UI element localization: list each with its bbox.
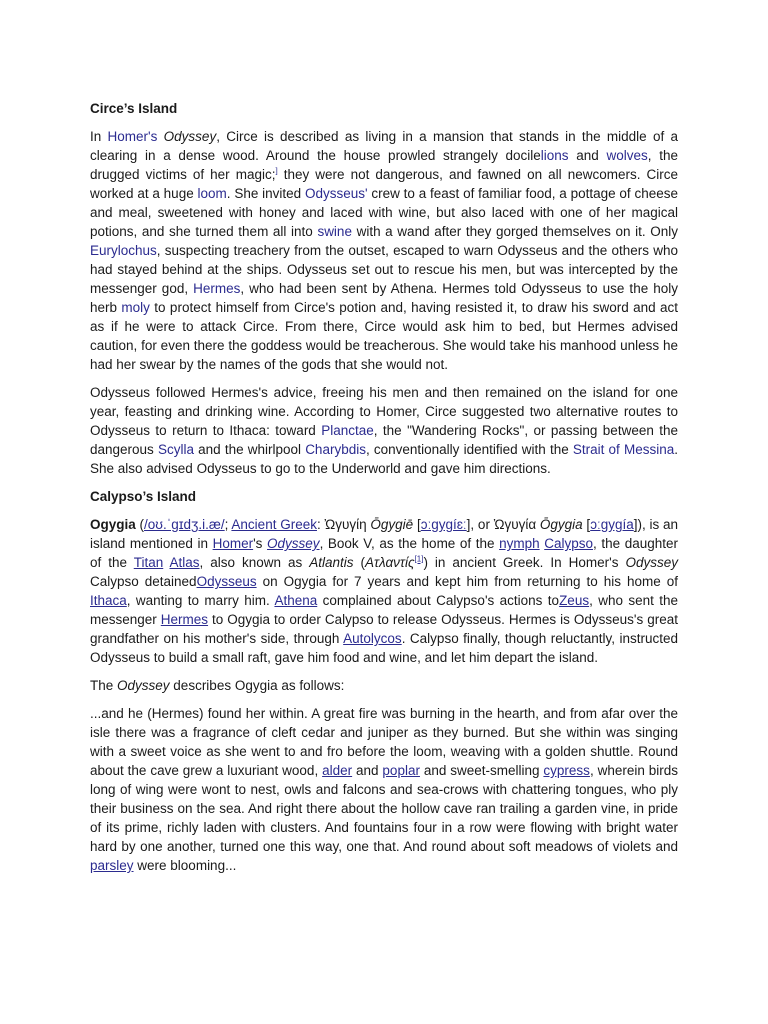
text: , the drugged victims of her magic; <box>90 148 678 182</box>
text: and sweet-smelling <box>419 763 544 778</box>
text: 's <box>253 536 268 551</box>
text: . She invited <box>226 186 305 201</box>
text: , the daughter of the <box>90 536 678 570</box>
bold-ogygia: Ogygia <box>90 517 136 532</box>
text: , Book V, as the home of the <box>319 536 500 551</box>
paragraph-calypso-quote <box>90 704 678 875</box>
italic-ogygia: Ōgygia <box>539 517 583 532</box>
text: , suspecting treachery from the outset, escaped to warn Odysseus and the others who had stayed behind at the ships. Odysseus set out to rescue his men, but was intercepted by the messenger god, <box>90 243 678 296</box>
text: , conventionally identified with the <box>365 442 573 457</box>
link-charybdis[interactable]: Charybdis <box>305 442 366 457</box>
text: Calypso detained <box>90 574 197 589</box>
text: were blooming... <box>133 858 237 873</box>
text: on Ogygia for 7 years and kept him from returning to his home of <box>256 574 678 589</box>
link-swine[interactable]: swine <box>317 224 352 239</box>
link-wolves[interactable]: wolves <box>606 148 648 163</box>
text: ( <box>353 555 365 570</box>
text: to Ogygia to order Calypso to release Odysseus. Hermes is Odysseus's great grandfather on his mother's side, through <box>90 612 678 646</box>
link-strait-of-messina[interactable]: Strait of Messina <box>572 442 675 457</box>
link-alder[interactable]: alder <box>322 763 353 778</box>
text: ( <box>135 517 145 532</box>
text: : Ὠγυγίη <box>316 517 371 532</box>
text: The <box>90 678 118 693</box>
link-eurylochus[interactable]: Eurylochus <box>90 243 157 258</box>
link-homer[interactable]: Homer's <box>107 129 158 144</box>
link-homer[interactable]: Homer <box>212 536 254 551</box>
text: and the whirlpool <box>193 442 306 457</box>
text: . Calypso finally, though reluctantly, instructed Odysseus to build a small raft, gave him food and wine, and let him depart the island. <box>90 631 679 665</box>
italic-odyssey: Odyssey <box>163 129 217 144</box>
text: In <box>90 129 108 144</box>
text: with a wand after they gorged themselves on it. Only <box>351 224 678 239</box>
italic-atlantis: Atlantis <box>309 555 354 570</box>
text: Odysseus followed Hermes's advice, freeing his men and then remained on the island for one year, feasting and drinking wine. According to Homer, Circe suggested two alternative routes to Odysseus to return to Ithaca: toward <box>90 385 678 438</box>
footnote-ref[interactable]: [1] <box>414 554 424 564</box>
text: describes Ogygia as follows: <box>169 678 345 693</box>
text: ) in ancient Greek. In Homer's <box>423 555 626 570</box>
text: , the "Wandering Rocks", or passing between the dangerous <box>90 423 679 457</box>
link-calypso[interactable]: Calypso <box>544 536 594 551</box>
link-planctae[interactable]: Planctae <box>321 423 374 438</box>
text: ...and he (Hermes) found her within. A great fire was burning in the hearth, and from afar over the isle there was a fragrance of cleft cedar and juniper as they burned. But she within was singing with a sweet voice as she went to and fro before the loom, weaving with a golden shuttle. Round about the cave grew a luxuriant wood, <box>90 706 678 778</box>
link-poplar[interactable]: poplar <box>382 763 420 778</box>
link-hermes[interactable]: Hermes <box>193 281 241 296</box>
text: complained about Calypso's actions to <box>317 593 560 608</box>
link-lions[interactable]: lions <box>540 148 569 163</box>
link-ipa-ogygie[interactable]: ɔːɡyɡíɛː <box>420 517 467 532</box>
link-odyssey[interactable]: Odyssey <box>267 536 320 551</box>
italic-ogygie: Ōgygiē <box>370 517 414 532</box>
link-ipa-ogygia[interactable]: ɔːɡyɡía <box>590 517 634 532</box>
text: , wherein birds long of wing were wont to nest, owls and falcons and sea-crows with chattering tongues, who ply their business on the sea. And right there about the hollow cave ran trailing a garden vine, in pride of its prime, richly laden with clusters. And fountains four in a row were flowing with bright water hard by one another, turned one this way, one that. And round about soft meadows of violets and <box>90 763 678 854</box>
section-heading-calypso: Calypso’s Island <box>90 489 197 504</box>
link-zeus[interactable]: Zeus <box>559 593 590 608</box>
link-parsley[interactable]: parsley <box>90 858 134 873</box>
text: ]), is an island mentioned in <box>90 517 678 551</box>
italic-odyssey: Odyssey <box>117 678 170 693</box>
text: , wanting to marry him. <box>126 593 275 608</box>
text: crew to a feast of familiar food, a pottage of cheese and meal, sweetened with honey and laced with wine, but also laced with one of her magical potions, and she turned them all into <box>90 186 679 239</box>
link-atlas[interactable]: Atlas <box>169 555 200 570</box>
italic-atlantis-greek: Ατλαντίς <box>364 555 415 570</box>
section-heading-circe: Circe’s Island <box>90 101 178 116</box>
link-autolycos[interactable]: Autolycos <box>343 631 402 646</box>
link-moly[interactable]: moly <box>121 300 150 315</box>
paragraph-calypso-1 <box>90 515 678 667</box>
text: , Circe is described as living in a mansion that stands in the middle of a clearing in a dense wood. Around the house prowled strangely docile <box>90 129 678 163</box>
link-odysseus[interactable]: Odysseus <box>196 574 257 589</box>
paragraph-circe-2 <box>90 383 678 478</box>
link-hermes[interactable]: Hermes <box>160 612 209 627</box>
text: and <box>568 148 607 163</box>
text: and <box>352 763 383 778</box>
text: . She also advised Odysseus to go to the Underworld and gave him directions. <box>90 442 678 476</box>
italic-odyssey: Odyssey <box>625 555 678 570</box>
link-loom[interactable]: loom <box>197 186 227 201</box>
text: , who sent the messenger <box>90 593 678 627</box>
link-nymph[interactable]: nymph <box>499 536 540 551</box>
text: , who had been sent by Athena. Hermes told Odysseus to use the holy herb <box>90 281 678 315</box>
text: [ <box>413 517 421 532</box>
footnote-ref[interactable]: ] <box>275 166 278 176</box>
text: ], or Ὠγυγία <box>466 517 540 532</box>
link-scylla[interactable]: Scylla <box>157 442 194 457</box>
link-athena[interactable]: Athena <box>274 593 318 608</box>
link-titan[interactable]: Titan <box>133 555 164 570</box>
link-ancient-greek[interactable]: Ancient Greek <box>231 517 317 532</box>
link-cypress[interactable]: cypress <box>543 763 590 778</box>
text: [ <box>582 517 591 532</box>
paragraph-calypso-2 <box>90 676 678 695</box>
link-pronunciation[interactable]: /oʊ.ˈɡɪdʒ.i.æ/ <box>144 517 225 532</box>
text: they were not dangerous, and fawned on all newcomers. Circe worked at a huge <box>90 167 678 201</box>
paragraph-circe-1 <box>90 127 678 374</box>
text: , also known as <box>199 555 310 570</box>
link-odysseus[interactable]: Odysseus' <box>304 186 368 201</box>
text: ; <box>224 517 232 532</box>
text: to protect himself from Circe's potion and, having resisted it, to draw his sword and act as if he were to attack Circe. From there, Circe would ask him to bed, but Hermes advised caution, for even there the goddess would be treacherous. She would take his manhood unless he had her swear by the names of the gods that she would not. <box>90 300 678 372</box>
link-ithaca[interactable]: Ithaca <box>90 593 127 608</box>
